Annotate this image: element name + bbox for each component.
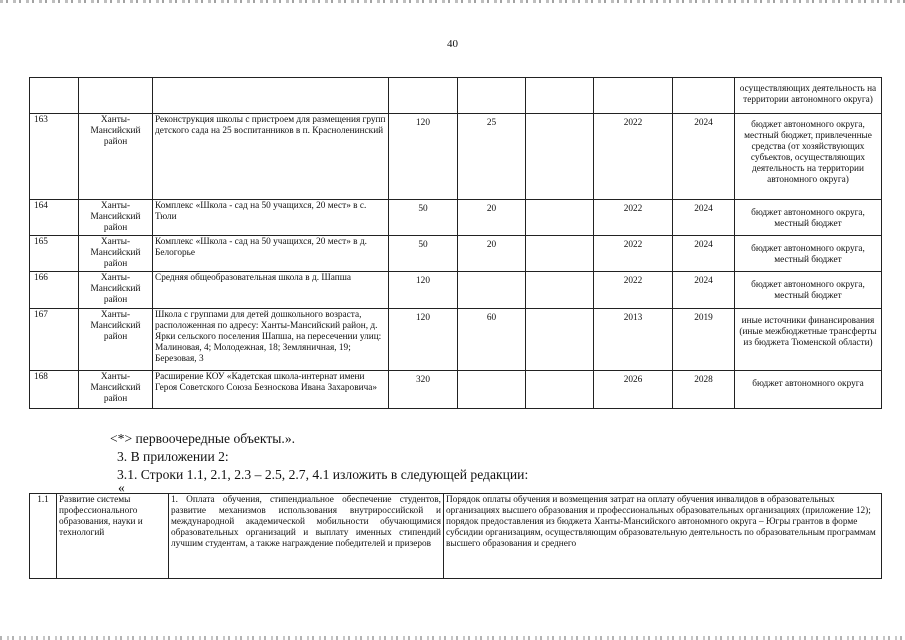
table-row [30, 200, 882, 236]
cell-start-year: 2022 [594, 272, 673, 309]
cell-district: Ханты-Мансийский район [79, 200, 153, 236]
cell-direction: Развитие системы профессионального образования, науки и технологий [57, 494, 169, 579]
scan-edge-top [0, 0, 905, 3]
cell-district: Ханты-Мансийский район [79, 114, 153, 200]
cell-district: Ханты-Мансийский район [79, 309, 153, 371]
cell-end-year: 2024 [673, 114, 735, 200]
cell-name: Реконструкция школы с пристроем для размещения групп детского сада на 25 воспитанников в п. Красноленинский [153, 114, 389, 200]
cell-district: Ханты-Мансийский район [79, 272, 153, 309]
cell-num: 163 [30, 114, 79, 200]
cell-capacity: 50 [389, 200, 458, 236]
cell-places: 25 [458, 114, 526, 200]
cell-num: 164 [30, 200, 79, 236]
cell-start-year: 2013 [594, 309, 673, 371]
cell-num: 168 [30, 371, 79, 409]
cell-places: 20 [458, 200, 526, 236]
cell-source: осуществляющих деятельность на территории автономного округа) [735, 78, 882, 114]
cell-district: Ханты-Мансийский район [79, 236, 153, 272]
table-row [30, 309, 882, 371]
cell-empty [526, 371, 594, 409]
table-row [30, 236, 882, 272]
cell-start-year: 2022 [594, 114, 673, 200]
cell-source: бюджет автономного округа, местный бюджет [735, 272, 882, 309]
cell-empty [526, 78, 594, 114]
paragraph-item-3: 3. В приложении 2: [117, 449, 229, 464]
scan-edge-bottom [0, 636, 905, 640]
cell-row-num: 1.1 [30, 494, 57, 579]
cell-source: бюджет автономного округа [735, 371, 882, 409]
cell-empty [526, 200, 594, 236]
cell-name: Комплекс «Школа - сад на 50 учащихся, 20 мест» в с. Тюли [153, 200, 389, 236]
cell-empty [30, 78, 79, 114]
cell-places [458, 272, 526, 309]
program-rows-table [29, 493, 882, 579]
cell-empty [526, 309, 594, 371]
cell-end-year: 2024 [673, 272, 735, 309]
cell-capacity: 320 [389, 371, 458, 409]
cell-empty [526, 236, 594, 272]
cell-empty [153, 78, 389, 114]
cell-num: 165 [30, 236, 79, 272]
cell-source: бюджет автономного округа, местный бюджет [735, 236, 882, 272]
cell-end-year: 2028 [673, 371, 735, 409]
cell-end-year: 2024 [673, 200, 735, 236]
cell-start-year: 2022 [594, 200, 673, 236]
cell-empty [526, 114, 594, 200]
cell-measure: 1. Оплата обучения, стипендиальное обеспечение студентов, развитие механизмов использования внутрироссийской и международной академической мобильности обучающимися образовательных организаций и выплату именных стипендий лучшим студентам, а также награждение победителей и призеров [169, 494, 444, 579]
cell-num: 167 [30, 309, 79, 371]
cell-source: бюджет автономного округа, местный бюджет [735, 200, 882, 236]
cell-capacity: 120 [389, 309, 458, 371]
paragraph-item-3-1: 3.1. Строки 1.1, 2.1, 2.3 – 2.5, 2.7, 4.1 изложить в следующей редакции: [117, 467, 529, 482]
cell-places [458, 371, 526, 409]
cell-empty [526, 272, 594, 309]
table-row [30, 272, 882, 309]
cell-empty [458, 78, 526, 114]
quote-open: « [118, 480, 125, 495]
cell-empty [389, 78, 458, 114]
cell-procedure: Порядок оплаты обучения и возмещения затрат на оплату обучения инвалидов в образовательных организациях высшего образования и профессиональных образовательных организациях (приложение 12); порядок предоставления из бюджета Ханты-Мансийского автономного округа – Югры грантов в форме субсидии организациям, осуществляющим образовательную деятельность по образовательным программам высшего образования и среднего [444, 494, 882, 579]
table-row [30, 371, 882, 409]
table-row [30, 78, 882, 114]
cell-num: 166 [30, 272, 79, 309]
page-number: 40 [447, 38, 458, 50]
objects-table [29, 77, 882, 409]
cell-name: Школа с группами для детей дошкольного возраста, расположенная по адресу: Ханты-Мансийский район, д. Ярки сельского поселения Шапша, на пересечении улиц: Малиновая, 4; Молодежная, 18; Земляничная, 19; Березовая, 3 [153, 309, 389, 371]
table-row [30, 114, 882, 200]
cell-start-year: 2026 [594, 371, 673, 409]
cell-capacity: 120 [389, 114, 458, 200]
cell-empty [594, 78, 673, 114]
cell-source: иные источники финансирования (иные межбюджетные трансферты из бюджета Тюменской области) [735, 309, 882, 371]
table-row [30, 494, 882, 579]
cell-capacity: 120 [389, 272, 458, 309]
cell-end-year: 2024 [673, 236, 735, 272]
cell-source: бюджет автономного округа, местный бюджет, привлеченные средства (от хозяйствующих субъектов, осуществляющих деятельность на территории автономного округа) [735, 114, 882, 200]
cell-end-year: 2019 [673, 309, 735, 371]
cell-places: 20 [458, 236, 526, 272]
cell-name: Расширение КОУ «Кадетская школа-интернат имени Героя Советского Союза Безноскова Ивана Захаровича» [153, 371, 389, 409]
cell-empty [673, 78, 735, 114]
cell-start-year: 2022 [594, 236, 673, 272]
cell-empty [79, 78, 153, 114]
footnote: <*> первоочередные объекты.». [110, 431, 296, 446]
cell-name: Комплекс «Школа - сад на 50 учащихся, 20 мест» в д. Белогорье [153, 236, 389, 272]
cell-capacity: 50 [389, 236, 458, 272]
cell-name: Средняя общеобразовательная школа в д. Шапша [153, 272, 389, 309]
cell-places: 60 [458, 309, 526, 371]
cell-district: Ханты-Мансийский район [79, 371, 153, 409]
